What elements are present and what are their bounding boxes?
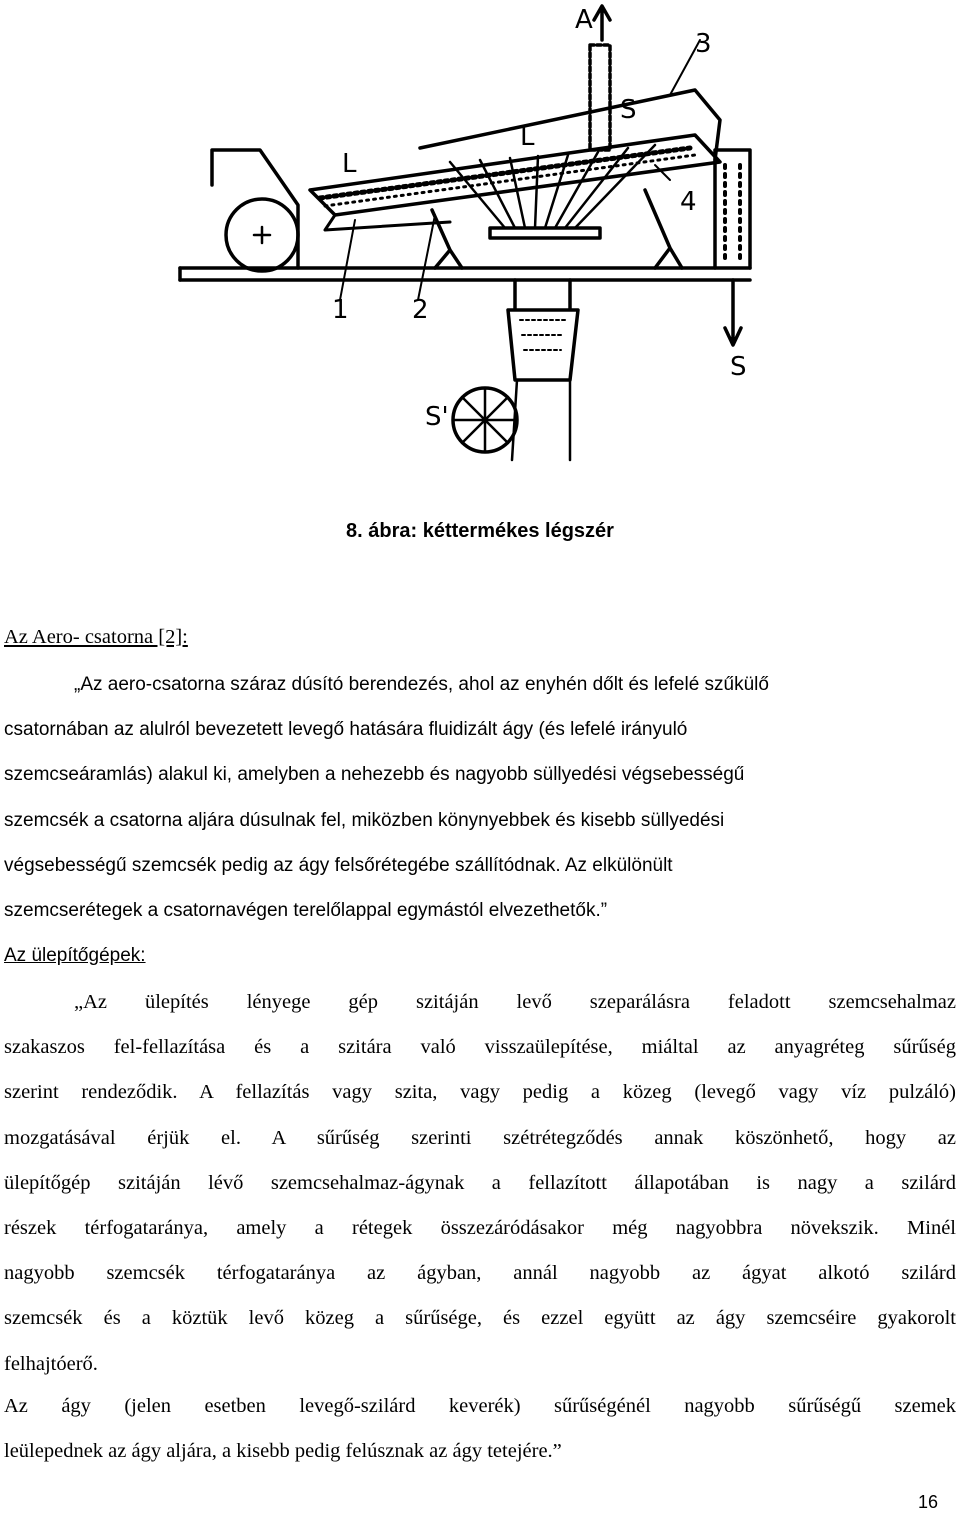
label-a: A xyxy=(575,5,593,35)
ulep-line-1: „Az ülepítés lényege gép szitáján levő szeparálásra feladott szemcsehalmaz xyxy=(74,991,956,1013)
aero-heading: Az Aero- csatorna [2]: xyxy=(4,626,188,648)
air-duct xyxy=(508,280,578,380)
ulep-section xyxy=(4,933,956,978)
air-inlet-box xyxy=(490,228,600,238)
figure-caption: 8. ábra: kéttermékes légszér xyxy=(346,520,614,542)
ulep-line-4: mozgatásával érjük el. A sűrűség szerinti szétrétegződés annak köszönhető, hogy az xyxy=(4,1126,956,1149)
final-line-2: leülepednek az ágy aljára, a kisebb pedig felúsznak az ágy tetejére.” xyxy=(4,1440,562,1463)
support-leg-left xyxy=(432,210,462,268)
aero-paragraph xyxy=(4,662,956,933)
aero-line-3: szemcseáramlás) alakul ki, amelyben a nehezebb és nagyobb süllyedési végsebességű xyxy=(4,764,745,786)
aero-line-5: végsebességű szemcsék pedig az ágy felsőrétegébe szállítódnak. Az elkülönült xyxy=(4,854,673,876)
feed-column xyxy=(590,45,610,150)
discharge-arrow xyxy=(725,280,741,345)
final-paragraph xyxy=(4,1384,956,1474)
inclined-trough xyxy=(310,135,720,215)
aero-line-2: csatornában az alulról bevezetett levegő hatására fluidizált ágy (és lefelé irányuló xyxy=(4,719,688,741)
ulep-line-8: szemcsék és a köztük levő közeg a sűrűsége, és ezzel együtt az ágy szemcséire gyakorolt xyxy=(4,1307,956,1330)
air-separator-figure xyxy=(150,0,790,470)
ulep-heading: Az ülepítőgépek: xyxy=(4,945,146,966)
label-l-top: L xyxy=(520,122,535,152)
page-number: 16 xyxy=(917,1492,938,1512)
support-leg-right xyxy=(645,190,682,268)
label-s-bottom: S xyxy=(730,352,747,382)
label-1: 1 xyxy=(332,295,349,325)
aero-line-4: szemcsék a csatorna aljára dúsulnak fel, miközben könynyebbek és kisebb süllyedési xyxy=(4,809,725,831)
label-4: 4 xyxy=(680,187,697,217)
discharge-chute xyxy=(715,150,750,268)
ulep-line-5: ülepítőgép szitáján lévő szemcsehalmaz-ágynak a fellazított állapotában is nagy a szilárd xyxy=(4,1171,956,1194)
aero-line-1: „Az aero-csatorna száraz dúsító berendezés, ahol az enyhén dőlt és lefelé szűkülő xyxy=(74,674,769,695)
label-3: 3 xyxy=(695,29,712,59)
ulep-line-2: szakaszos fel-fellazítása és a szitára való visszaülepítése, miáltal az anyagréteg sűrűség xyxy=(4,1036,956,1059)
label-s-prime: S' xyxy=(425,402,449,432)
ulep-paragraph xyxy=(4,980,956,1387)
ulep-line-3: szerint rendeződik. A fellazítás vagy szita, vagy pedig a közeg (levegő vagy víz pulzáló) xyxy=(4,1081,956,1104)
aero-section xyxy=(4,615,956,660)
ulep-line-9: felhajtóerő. xyxy=(4,1352,98,1375)
label-s-top: S xyxy=(620,95,637,125)
separator-drawing xyxy=(150,0,790,470)
ulep-line-6: részek térfogataránya, amely a rétegek összezáródásakor még nagyobbra növekszik. Minél xyxy=(4,1217,956,1240)
final-line-1: Az ágy (jelen esetben levegő-szilárd keverék) sűrűségénél nagyobb sűrűségű szemek xyxy=(4,1395,956,1417)
label-2: 2 xyxy=(412,295,429,325)
ulep-line-7: nagyobb szemcsék térfogataránya az ágyban, annál nagyobb az ágyat alkotó szilárd xyxy=(4,1262,956,1285)
feed-arrow xyxy=(594,6,610,40)
label-l-left: L xyxy=(342,149,357,179)
aero-line-6: szemcserétegek a csatornavégen terelőlappal egymástól elvezethetők.” xyxy=(4,900,608,922)
